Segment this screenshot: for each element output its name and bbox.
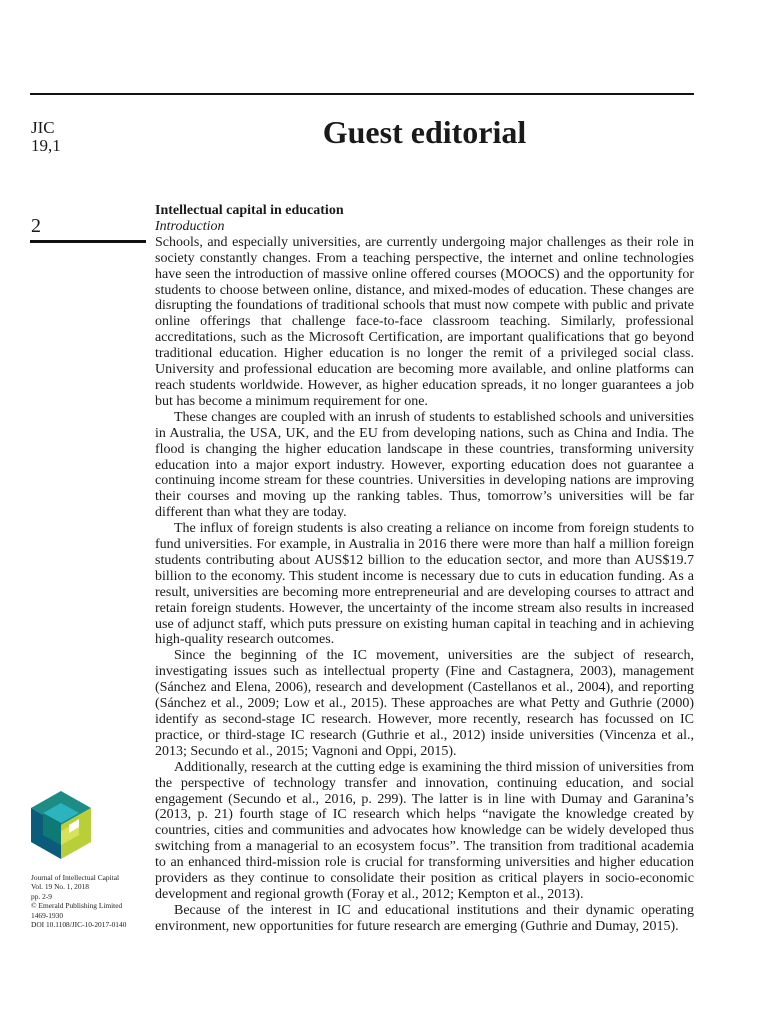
section-heading: Intellectual capital in education: [155, 203, 344, 218]
paragraph: The influx of foreign students is also creating a reliance on income from foreign students to fund universities. For example, in Australia in 2016 there were more than half a million foreign students contributing about AUS$12 billion to the education sector, and more than AUS$19.7 billion to the economy. This student income is necessary due to cuts in education funding. As a result, universities are becoming more entrepreneurial and are developing courses to attract and retain foreign students. However, the uncertainty of the income stream also results in increased use of adjunct staff, which puts pressure on existing human capital in teaching and in achieving high-quality research outcomes.: [155, 521, 694, 648]
journal-info: Journal of Intellectual Capital Vol. 19 No. 1, 2018 pp. 2-9 © Emerald Publishing Limited 1469-1930 DOI 10.1108/JIC-10-2017-0140: [31, 873, 127, 930]
paragraph: Since the beginning of the IC movement, universities are the subject of research, investigating issues such as intellectual property (Fine and Castagnera, 2003), management (Sánchez and Elena, 2006), research and development (Castellanos et al., 2004), and reporting (Sánchez et al., 2009; Low et al., 2015). These approaches are what Petty and Guthrie (2000) identify as second-stage IC research. However, more recently, research has focussed on IC practice, or third-stage IC research (Guthrie et al., 2012) inside universities (Vincenza et al., 2013; Secundo et al., 2015; Vagnoni and Oppi, 2015).: [155, 648, 694, 759]
paragraph: Because of the interest in IC and educational institutions and their dynamic operating environment, new opportunities for future research are emerging (Guthrie and Dumay, 2015).: [155, 902, 694, 934]
emerald-logo-icon: [31, 791, 91, 859]
article-body: [155, 203, 694, 935]
journal-code: JIC 19,1: [31, 118, 61, 155]
subheading: Introduction: [155, 218, 225, 234]
page-number: 2: [31, 215, 41, 237]
page-title: Guest editorial: [322, 114, 527, 150]
paragraph: Schools, and especially universities, are currently undergoing major challenges as their role in society constantly changes. From a teaching perspective, the internet and online technologies have seen the introduction of massive online offered courses (MOOCS) and the opportunity for students to choose between online, distance, and mixed-modes of education. These changes are disrupting the foundations of traditional schools that must now compete with public and private online offerings that challenge face-to-face classroom teaching. Similarly, professional accreditations, such as the Microsoft Certification, are important qualifications that go beyond traditional education. Higher education is no longer the remit of a privileged social class. University and professional education are becoming more available, and online platforms can reach students worldwide. However, as higher education spreads, it no longer guarantees a job but has become a minimum requirement for one.: [155, 234, 694, 409]
paragraph: These changes are coupled with an inrush of students to established schools and universities in Australia, the USA, UK, and the EU from developing nations, such as China and India. The flood is changing the higher education landscape in these countries, transforming university education into a major export industry. However, exporting education does not guarantee a continuing income stream for these countries. Universities in developing nations are improving their courses and moving up the ranking tables. Thus, tomorrow’s universities will be far different than what they are today.: [155, 409, 694, 521]
header-rule: [30, 93, 694, 95]
page-number-rule: [30, 240, 146, 243]
paragraph: Additionally, research at the cutting edge is examining the third mission of universities from the perspective of technology transfer and innovation, continuing education, and social engagement (Secundo et al., 2016, p. 299). The latter is in line with Dumay and Garanina’s (2013, p. 21) fourth stage of IC research which helps “navigate the knowledge created by countries, cities and communities and advocates how knowledge can be widely developed thus switching from a managerial to an ecosystem focus”. The transition from traditional academia to an enhanced third-mission role is crucial for transforming universities and higher education providers as they continue to consolidate their position as critical players in socio-economic development and regional growth (Foray et al., 2012; Kempton et al., 2013).: [155, 759, 694, 902]
